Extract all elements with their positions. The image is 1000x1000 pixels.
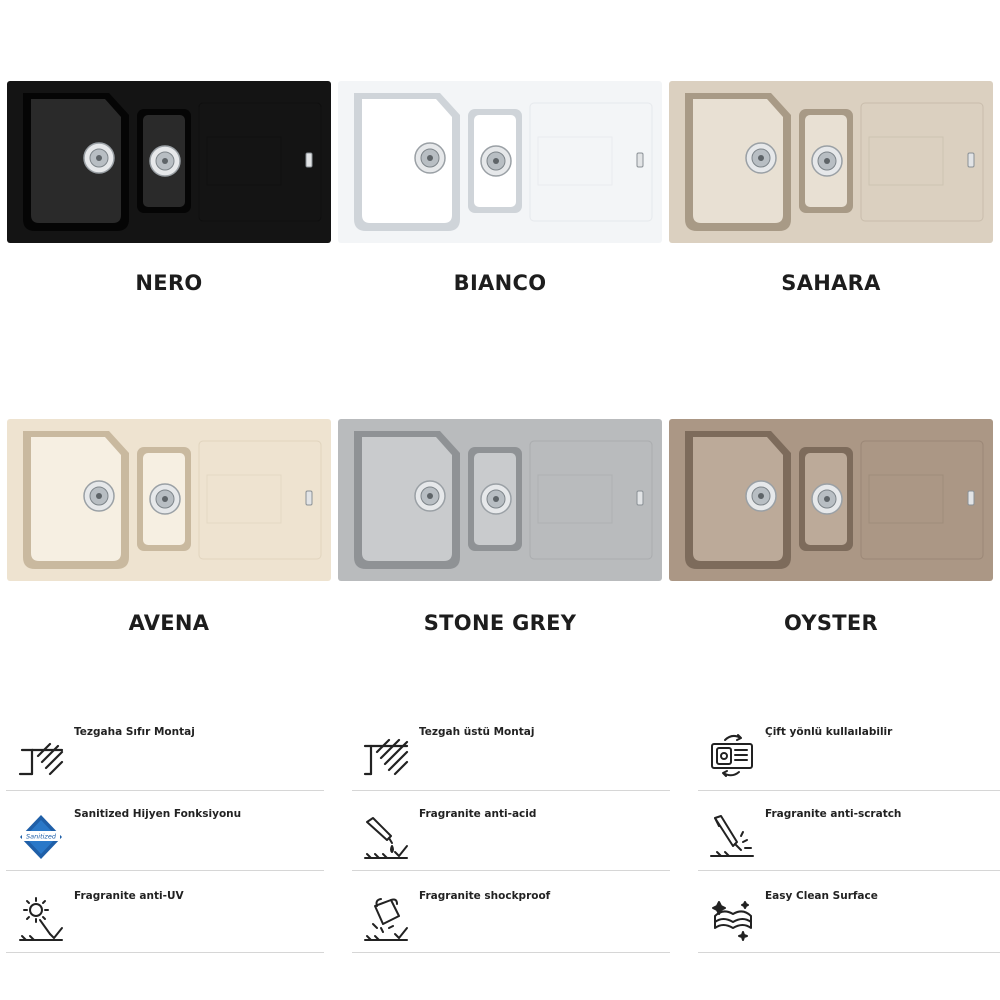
drain-plug (493, 496, 499, 502)
divider (698, 870, 1000, 871)
feature-label: Fragranite shockproof (419, 890, 551, 902)
feature-label: Fragranite anti-UV (74, 890, 184, 902)
sanitized-badge-text: Sanitized (26, 832, 56, 841)
easy-clean-icon (707, 894, 757, 944)
sink-swatch-oyster (669, 419, 993, 581)
sanitized-badge-icon (16, 812, 66, 862)
sink-illustration (669, 81, 993, 243)
anti-uv-icon (16, 894, 66, 944)
sink-illustration (338, 81, 662, 243)
flush-mount-icon (16, 730, 66, 780)
feature-flush-mount (8, 718, 318, 798)
divider (6, 870, 324, 871)
top-mount-icon (361, 730, 411, 780)
color-name-nero: NERO (135, 271, 203, 295)
drain-plug (824, 496, 830, 502)
sink-swatch-avena (7, 419, 331, 581)
feature-label: Sanitized Hijyen Fonksiyonu (74, 808, 242, 820)
sink-swatch-sahara (669, 81, 993, 243)
feature-top-mount (353, 718, 663, 798)
feature-anti-scratch (699, 800, 1000, 880)
drain-plug (427, 493, 433, 499)
sink-swatch-nero (7, 81, 331, 243)
sink-swatch-stone-grey (338, 419, 662, 581)
drain-plug (162, 496, 168, 502)
divider (6, 952, 324, 953)
divider (352, 790, 670, 791)
feature-label: Tezgah üstü Montaj (419, 726, 535, 738)
feature-sanitized (8, 800, 318, 880)
anti-acid-icon (361, 812, 411, 862)
divider (352, 870, 670, 871)
drain-plug (824, 158, 830, 164)
drain-plug (96, 493, 102, 499)
drain-plug (758, 493, 764, 499)
feature-label: Tezgaha Sıfır Montaj (74, 726, 195, 738)
feature-easy-clean (699, 882, 1000, 962)
feature-shockproof (353, 882, 663, 962)
overflow-button (637, 153, 643, 167)
color-name-stone-grey: STONE GREY (423, 611, 577, 635)
sink-illustration (338, 419, 662, 581)
color-name-avena: AVENA (128, 611, 210, 635)
color-name-bianco: BIANCO (453, 271, 547, 295)
drain-plug (96, 155, 102, 161)
divider (6, 790, 324, 791)
shockproof-icon (361, 894, 411, 944)
drain-plug (493, 158, 499, 164)
drain-plug (427, 155, 433, 161)
feature-label: Çift yönlü kullaılabilir (765, 726, 893, 738)
overflow-button (306, 491, 312, 505)
anti-scratch-icon (707, 812, 757, 862)
drain-plug (758, 155, 764, 161)
feature-anti-acid (353, 800, 663, 880)
color-name-oyster: OYSTER (783, 611, 879, 635)
drain-plug (162, 158, 168, 164)
color-name-sahara: SAHARA (781, 271, 881, 295)
divider (698, 952, 1000, 953)
reversible-icon (707, 730, 757, 780)
sink-illustration (7, 81, 331, 243)
overflow-button (637, 491, 643, 505)
overflow-button (306, 153, 312, 167)
divider (352, 952, 670, 953)
overflow-button (968, 491, 974, 505)
feature-label: Fragranite anti-scratch (765, 808, 902, 820)
sink-swatch-bianco (338, 81, 662, 243)
feature-label: Fragranite anti-acid (419, 808, 537, 820)
feature-anti-uv (8, 882, 318, 962)
sink-illustration (7, 419, 331, 581)
feature-label: Easy Clean Surface (765, 890, 878, 902)
overflow-button (968, 153, 974, 167)
sink-illustration (669, 419, 993, 581)
divider (698, 790, 1000, 791)
feature-reversible (699, 718, 1000, 798)
